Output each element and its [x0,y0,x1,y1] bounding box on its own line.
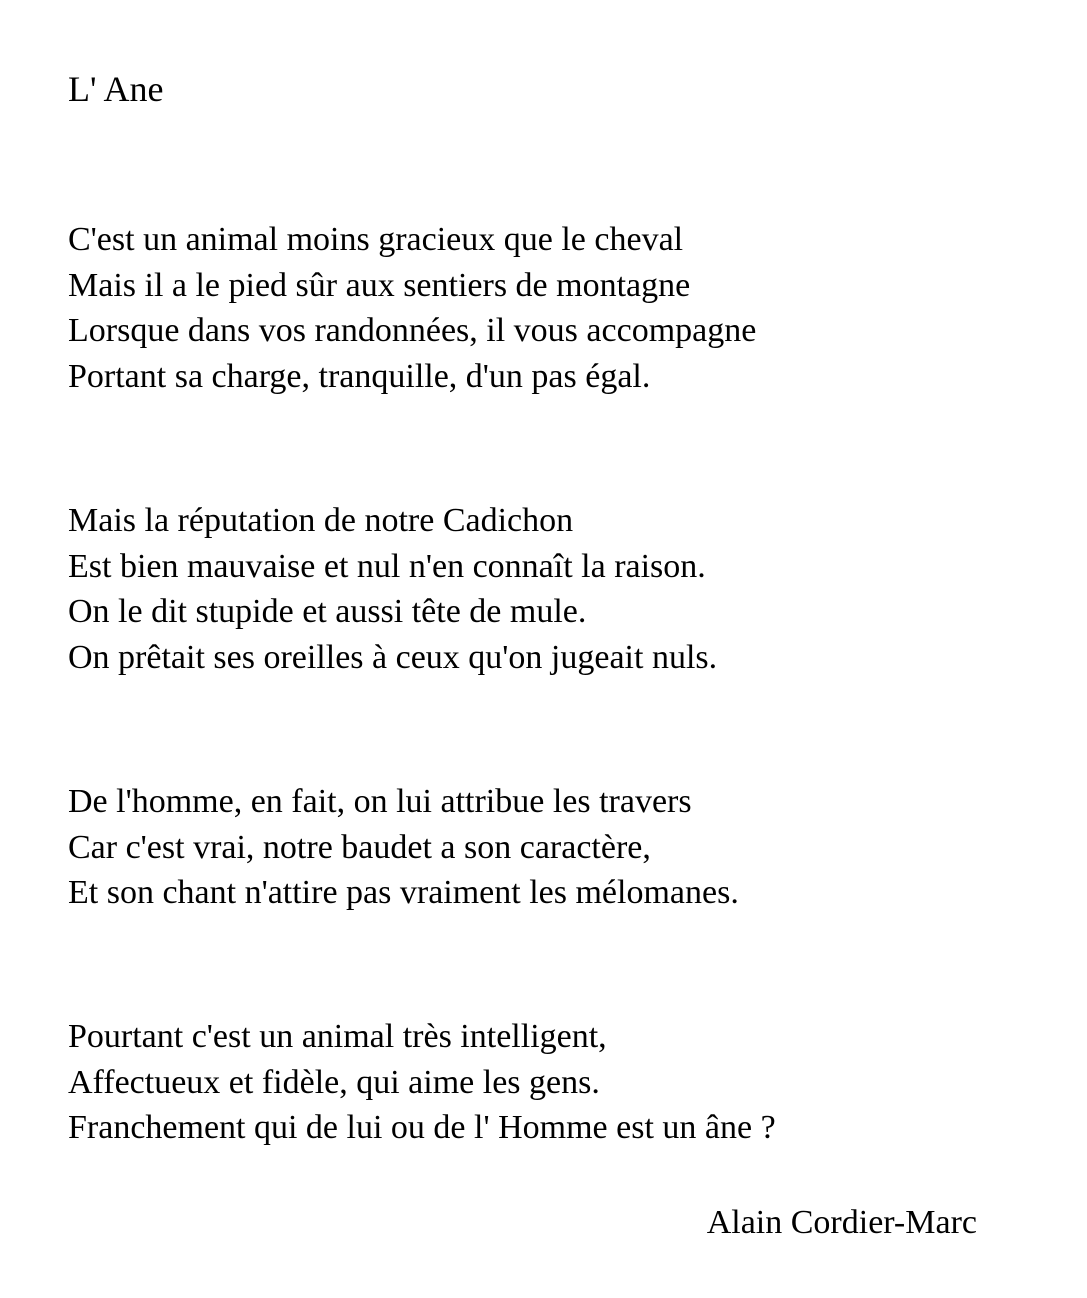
poem-line: Car c'est vrai, notre baudet a son caractère, [68,828,651,866]
poem-line: Est bien mauvaise et nul n'en connaît la raison. [68,547,706,585]
poem-line: Mais il a le pied sûr aux sentiers de montagne [68,266,691,304]
stanza-4 [68,1014,776,1151]
stanza-2 [68,498,717,680]
poem-title: L' Ane [68,69,164,109]
poem-line: Lorsque dans vos randonnées, il vous accompagne [68,312,757,349]
poem-author: Alain Cordier-Marc [706,1204,977,1241]
poem-line: Mais la réputation de notre Cadichon [68,502,574,539]
poem-line: On prêtait ses oreilles à ceux qu'on jugeait nuls. [68,638,718,676]
poem-line: De l'homme, en fait, on lui attribue les travers [68,783,692,820]
poem-line: Affectueux et fidèle, qui aime les gens. [68,1063,600,1101]
poem-line: Et son chant n'attire pas vraiment les mélomanes. [68,874,739,911]
stanza-1 [68,217,756,399]
poem-line: Franchement qui de lui ou de l' Homme est un âne ? [68,1109,776,1146]
poem-line: On le dit stupide et aussi tête de mule. [68,593,587,630]
poem-line: Pourtant c'est un animal très intelligent, [68,1018,607,1055]
poem-line: Portant sa charge, tranquille, d'un pas égal. [68,357,651,395]
stanza-3 [68,779,739,916]
poem-line: C'est un animal moins gracieux que le cheval [68,221,684,258]
